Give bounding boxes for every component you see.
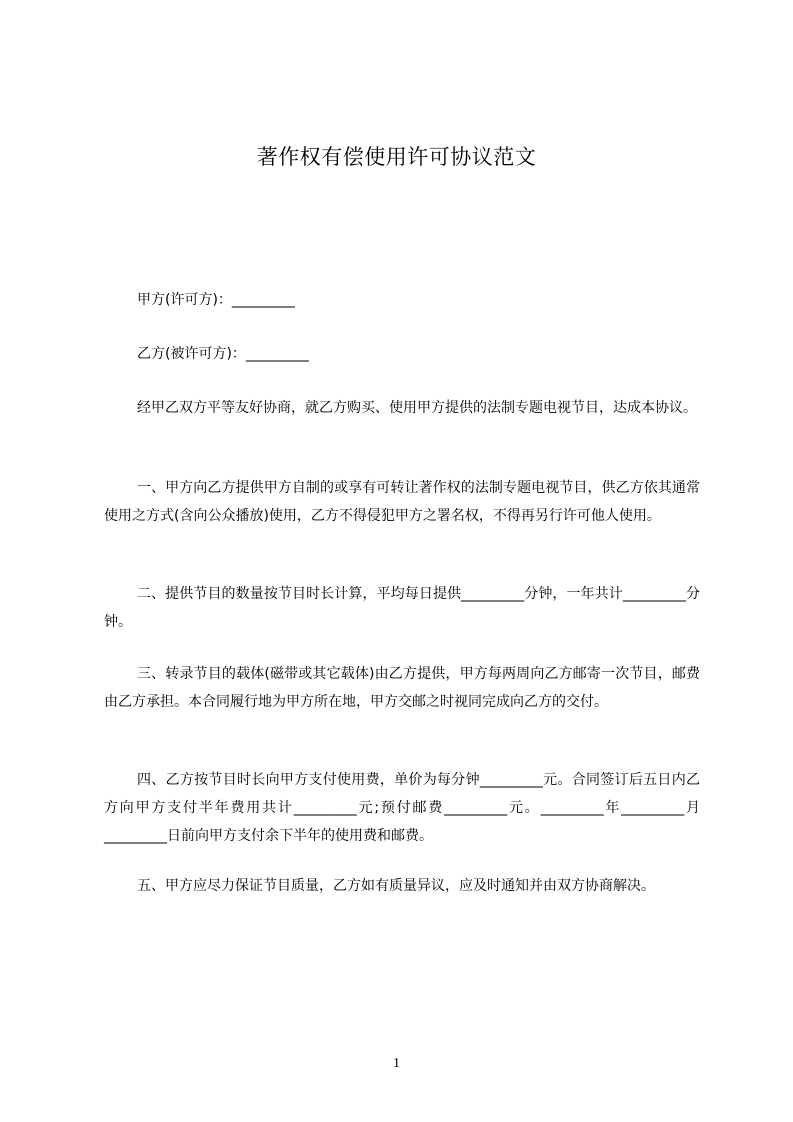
page-number: 1 <box>393 1056 400 1071</box>
clause-2-paragraph: 二、提供节目的数量按节目时长计算，平均每日提供_________分钟，一年共计_________分钟。 <box>104 586 700 630</box>
party-a-line: 甲方(许可方)：_________ <box>137 292 295 308</box>
clause-3-paragraph: 三、转录节目的载体(磁带或其它载体)由乙方提供，甲方每两周向乙方邮寄一次节目，邮费由乙方承担。本合同履行地为甲方所在地，甲方交邮之时视同完成向乙方的交付。 <box>104 666 700 710</box>
clause-4-paragraph: 四、乙方按节目时长向甲方支付使用费，单价为每分钟_________元。合同签订后五日内乙方向甲方支付半年费用共计_________元;预付邮费_________元。_________年_________月_________日前向甲方支付余下半年的使用费和邮费。 <box>104 772 700 844</box>
preamble-paragraph: 经甲乙双方平等友好协商，就乙方购买、使用甲方提供的法制专题电视节目，达成本协议。 <box>137 400 697 416</box>
clause-1-paragraph: 一、甲方向乙方提供甲方自制的或享有可转让著作权的法制专题电视节目，供乙方依其通常使用之方式(含向公众播放)使用，乙方不得侵犯甲方之署名权，不得再另行许可他人使用。 <box>104 480 700 524</box>
document-title: 著作权有偿使用许可协议范文 <box>256 145 537 169</box>
party-b-line: 乙方(被许可方)：_________ <box>137 346 309 362</box>
clause-5-paragraph: 五、甲方应尽力保证节目质量，乙方如有质量异议，应及时通知并由双方协商解决。 <box>137 878 655 894</box>
